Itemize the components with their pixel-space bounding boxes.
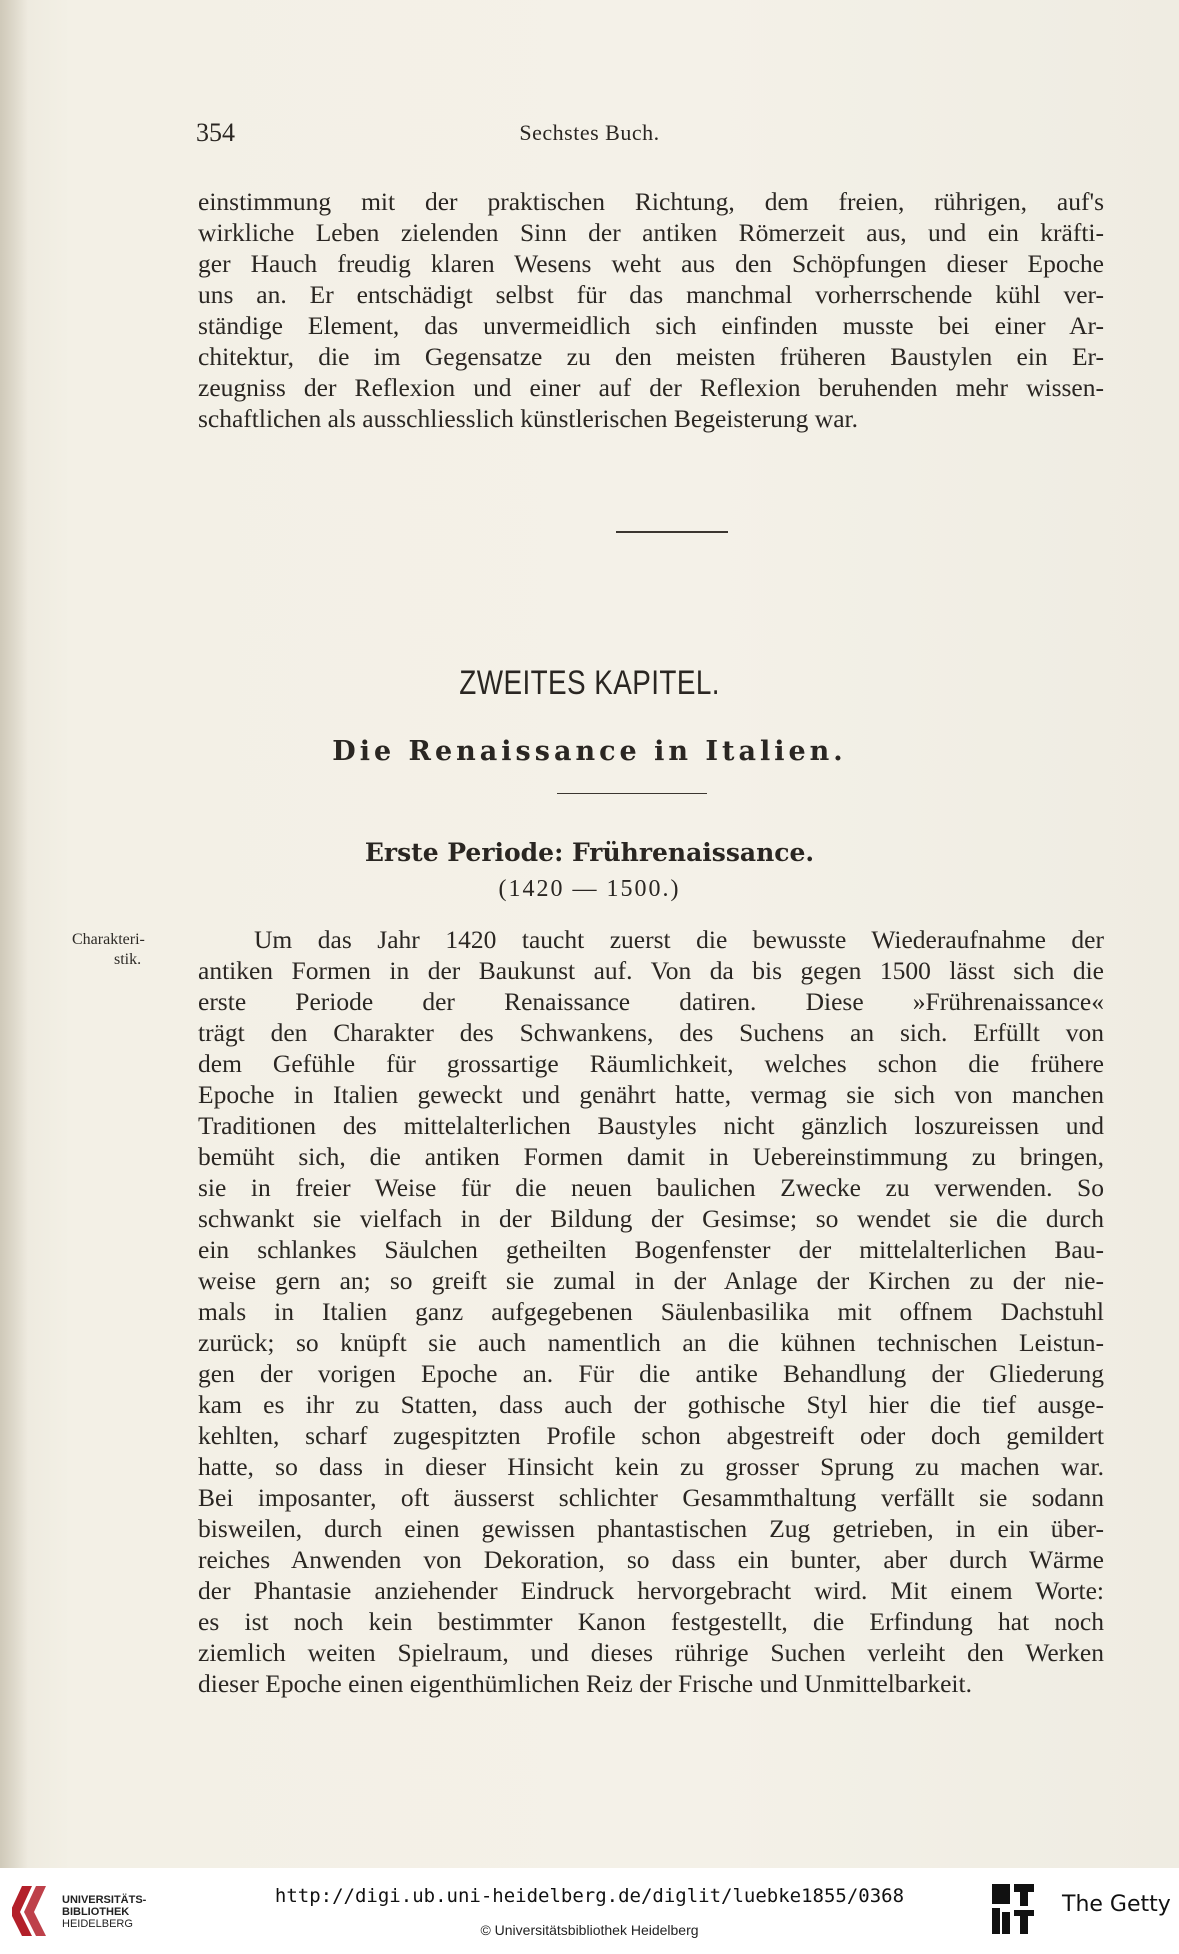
text-line: kam es ihr zu Statten, dass auch der gothische Styl hier die tief ausge- — [198, 1390, 1104, 1419]
text-line: wirkliche Leben zielenden Sinn der antiken Römerzeit aus, und ein kräfti- — [198, 218, 1104, 247]
page-header — [0, 118, 1179, 158]
section-divider — [616, 531, 728, 533]
period-dates: (1420 — 1500.) — [498, 876, 681, 902]
main-paragraph — [198, 924, 1104, 1699]
text-line: hatte, so dass in dieser Hinsicht kein zu grosser Sprung zu machen war. — [198, 1452, 1104, 1481]
getty-label: The Getty — [1062, 1892, 1171, 1917]
text-line: bisweilen, durch einen gewissen phantastischen Zug getrieben, in ein über- — [198, 1514, 1104, 1543]
page-number: 354 — [196, 118, 235, 147]
text-line: ger Hauch freudig klaren Wesens weht aus den Schöpfungen dieser Epoche — [198, 249, 1104, 278]
top-paragraph — [198, 186, 1104, 434]
text-line: bemüht sich, die antiken Formen damit in Uebereinstimmung zu bringen, — [198, 1142, 1104, 1171]
text-line: ständige Element, das unvermeidlich sich einfinden musste bei einer Ar- — [198, 311, 1104, 340]
text-line: chitektur, die im Gegensatze zu den meisten früheren Baustylen ein Er- — [198, 342, 1104, 371]
text-line: trägt den Charakter des Schwankens, des Suchens an sich. Erfüllt von — [198, 1018, 1104, 1047]
text-line: uns an. Er entschädigt selbst für das manchmal vorherrschende kühl ver- — [198, 280, 1104, 309]
text-line: Traditionen des mittelalterlichen Baustyles nicht gänzlich loszureissen und — [198, 1111, 1104, 1140]
text-line: erste Periode der Renaissance datiren. Diese »Frührenaissance« — [198, 987, 1104, 1016]
text-line: dem Gefühle für grossartige Räumlichkeit, welches schon die frühere — [198, 1049, 1104, 1078]
text-line: Um das Jahr 1420 taucht zuerst die bewusste Wiederaufnahme der — [254, 925, 1104, 954]
text-line: kehlten, scharf zugespitzten Profile schon abgestreift oder doch gemildert — [198, 1421, 1104, 1450]
text-line: es ist noch kein bestimmter Kanon festgestellt, die Erfindung hat noch — [198, 1607, 1104, 1636]
subtitle-divider — [557, 793, 707, 794]
text-line: zurück; so knüpft sie auch namentlich an die kühnen technischen Leistun- — [198, 1328, 1104, 1357]
text-line: schaftlichen als ausschliesslich künstlerischen Begeisterung war. — [198, 404, 858, 433]
text-line: der Phantasie anziehender Eindruck hervorgebracht wird. Mit einem Worte: — [198, 1576, 1104, 1605]
text-line: schwankt sie vielfach in der Bildung der Gesimse; so wendet sie die durch — [198, 1204, 1104, 1233]
margin-note — [72, 930, 192, 970]
chapter-subtitle: Die Renaissance in Italien. — [332, 736, 847, 767]
text-line: zeugniss der Reflexion und einer auf der Reflexion beruhenden mehr wissen- — [198, 373, 1104, 402]
text-line: Epoche in Italien geweckt und genährt hatte, vermag sie sich von manchen — [198, 1080, 1104, 1109]
text-line: dieser Epoche einen eigenthümlichen Reiz der Frische und Unmittelbarkeit. — [198, 1669, 972, 1698]
margin-note-line: Charakteri- — [72, 931, 145, 948]
getty-logo-icon[interactable] — [990, 1882, 1036, 1938]
text-line: antiken Formen in der Baukunst auf. Von da bis gegen 1500 lässt sich die — [198, 956, 1104, 985]
library-name-line: UNIVERSITÄTS- — [62, 1894, 147, 1906]
period-heading: Erste Periode: Frührenaissance. — [364, 838, 815, 867]
text-line: einstimmung mit der praktischen Richtung, dem freien, rührigen, auf's — [198, 187, 1104, 216]
text-line: mals in Italien ganz aufgegebenen Säulenbasilika mit offnem Dachstuhl — [198, 1297, 1104, 1326]
library-name-line: BIBLIOTHEK — [62, 1906, 130, 1918]
text-line: reiches Anwenden von Dekoration, so dass ein bunter, aber durch Wärme — [198, 1545, 1104, 1574]
text-line: gen der vorigen Epoche an. Für die antike Behandlung der Gliederung — [198, 1359, 1104, 1388]
text-line: ein schlankes Säulchen getheilten Bogenfenster der mittelalterlichen Bau- — [198, 1235, 1104, 1264]
text-line: sie in freier Weise für die neuen baulichen Zwecke zu verwenden. So — [198, 1173, 1104, 1202]
margin-note-line: stik. — [114, 951, 142, 968]
text-line: ziemlich weiten Spielraum, und dieses rührige Suchen verleiht den Werken — [198, 1638, 1104, 1667]
running-head: Sechstes Buch. — [519, 120, 660, 145]
page-gutter-shadow — [0, 0, 28, 1868]
footer-bar — [0, 1868, 1179, 1954]
library-name-line: HEIDELBERG — [62, 1918, 133, 1930]
permalink-url[interactable]: http://digi.ub.uni-heidelberg.de/diglit/luebke1855/0368 — [274, 1885, 905, 1907]
text-line: weise gern an; so greift sie zumal in der Anlage der Kirchen zu der nie- — [198, 1266, 1104, 1295]
chapter-title: ZWEITES KAPITEL. — [459, 664, 720, 702]
text-line: Bei imposanter, oft äusserst schlichter Gesammthaltung verfällt sie sodann — [198, 1483, 1104, 1512]
copyright-notice: © Universitätsbibliothek Heidelberg — [480, 1922, 699, 1938]
